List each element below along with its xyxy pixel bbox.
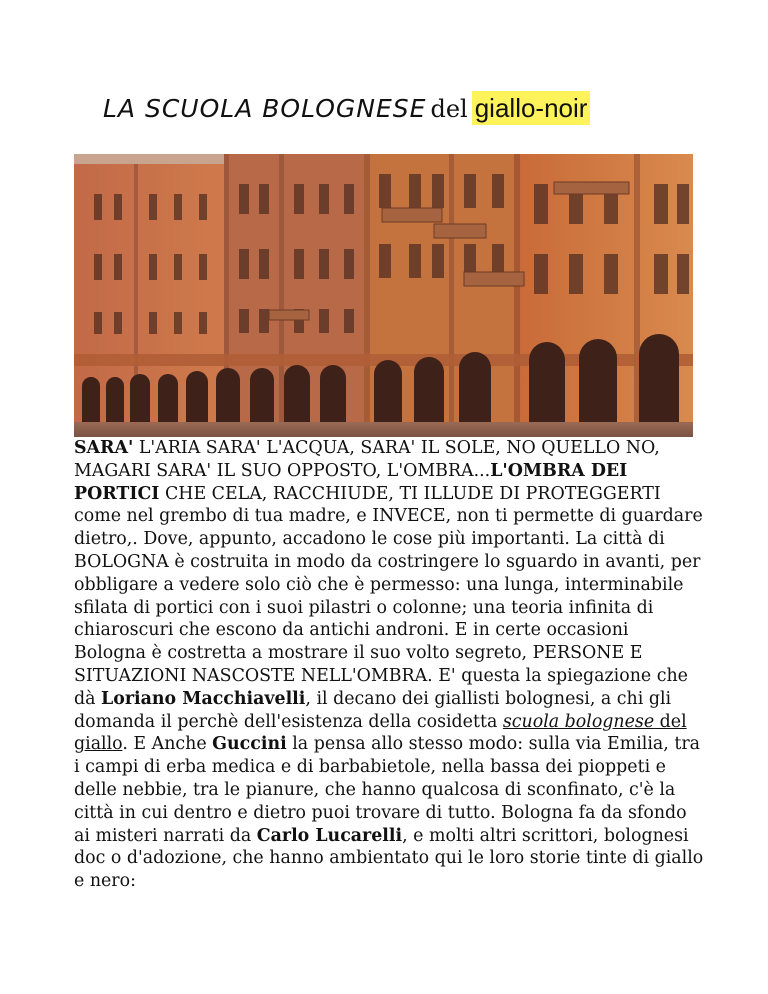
bold-guccini: Guccini (212, 734, 287, 755)
title-connector: del (430, 95, 468, 123)
text-span: L'ARIA SARA' L'ACQUA, SARA' IL SOLE, NO QUELLO NO, MAGARI SARA' IL SUO OPPOSTO, L'OMBRA... (74, 438, 660, 481)
italic-scuola-bolognese: scuola bolognese (502, 711, 655, 732)
street-photo (74, 154, 693, 437)
text-span: , e molti altri scrittori, bolognesi doc o d'adozione, che hanno ambientato qui le loro storie tinte di giallo e nero: (74, 825, 704, 892)
article-paragraph (74, 437, 704, 893)
bold-loriano-macchiavelli: Loriano Macchiavelli (101, 688, 306, 709)
bold-carlo-lucarelli: Carlo Lucarelli (256, 825, 403, 846)
bold-sara: SARA' (74, 438, 134, 458)
text-span: CHE CELA, RACCHIUDE, TI ILLUDE DI PROTEGGERTI come nel grembo di tua madre, e INVECE, non ti permette di guardare dietro,. Dove, appunto, accadono le cose più importanti. La città di BOLOGNA è costruita in modo da costringere lo sguardo in avanti, per obbligare a vedere solo ciò che è permesso: una lunga, interminabile sfilata di portici con i suoi pilastri o colonne; una teoria infinita di chiaroscuri che escono da antichi androni. E in certe occasioni Bologna è costretta a mostrare il suo volto segreto, PERSONE E SITUAZIONI NASCOSTE NELL'OMBRA. E' questa la spiegazione che dà (74, 483, 703, 709)
title-italic-part: LA SCUOLA BOLOGNESE (103, 94, 427, 123)
underlined-del-giallo: del giallo (74, 711, 687, 755)
bold-ombra-dei-portici: L'OMBRA DEI PORTICI (74, 460, 628, 504)
text-span: la pensa allo stesso modo: sulla via Emilia, tra i campi di erba medica e di barbabietole, nella bassa dei pioppeti e delle nebbie, tra le pianure, che hanno qualcosa di sconfinato, c'è la città in cui dentro e dietro puoi trovare di tutto. Bologna fa da sfondo ai misteri narrati da (74, 734, 701, 846)
page-title (103, 88, 590, 129)
title-highlighted-part: giallo-noir (472, 91, 591, 125)
text-span: . E Anche (122, 734, 213, 755)
text-span: , il decano dei giallisti bolognesi, a chi gli domanda il perchè dell'esistenza della cosidetta (74, 688, 672, 732)
